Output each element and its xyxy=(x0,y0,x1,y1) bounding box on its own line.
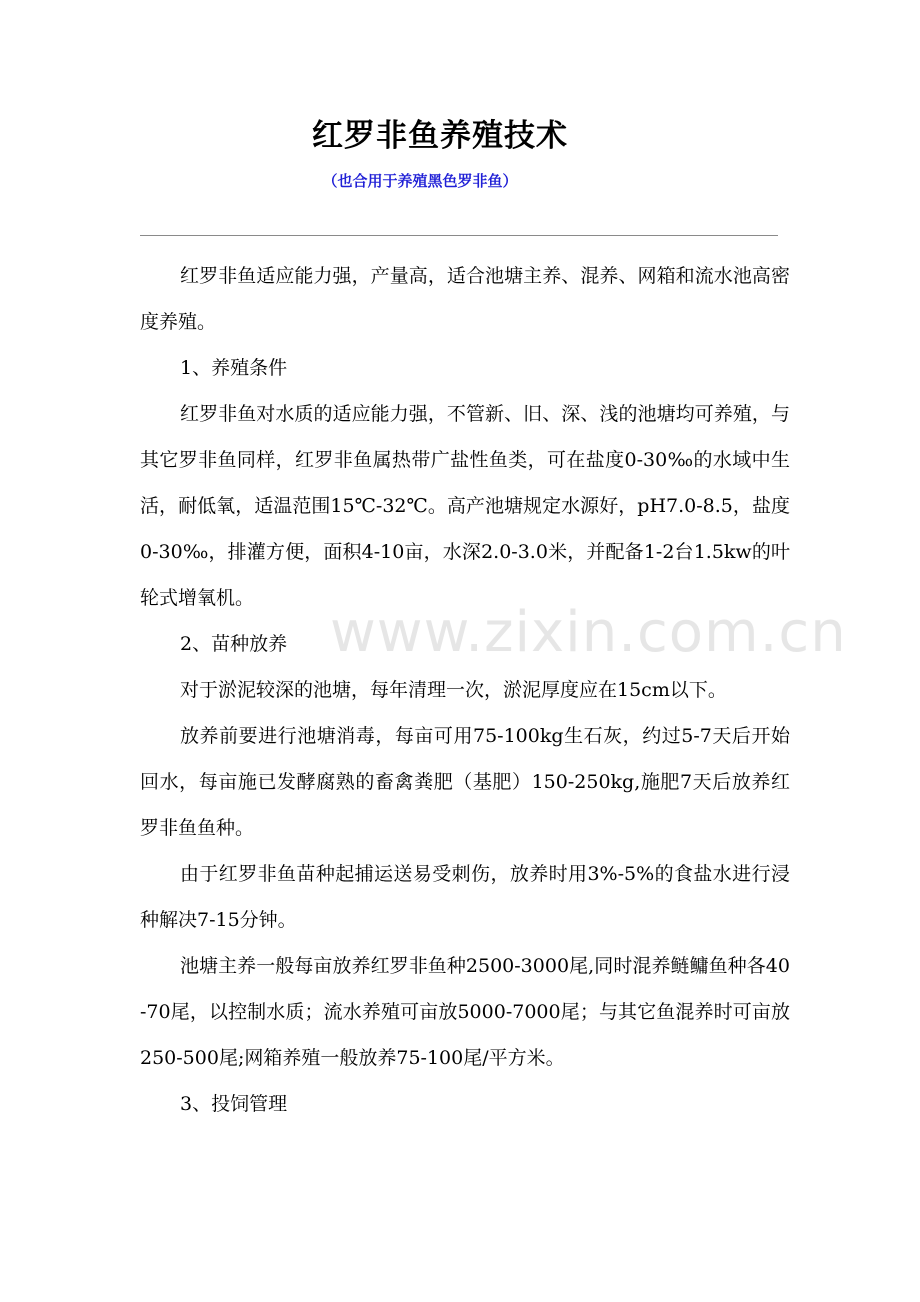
section-heading-stocking: 2、苗种放养 xyxy=(180,633,288,655)
paragraph-silt: 对于淤泥较深的池塘，每年清理一次，淤泥厚度应在15cm以下。 xyxy=(180,679,727,701)
paragraph-conditions: 红罗非鱼对水质的适应能力强，不管新、旧、深、浅的池塘均可养殖，与其它罗非鱼同样，红罗非鱼属热带广盐性鱼类，可在盐度0-30‰的水域中生活，耐低氧，适温范围15℃-32℃。高产池塘规定水源好，pH7.0-8.5，盐度0-30‰，排灌方便，面积4-10亩，水深2.0-3.0米，并配备1-2台1.5kw的叶轮式增氧机。 xyxy=(140,403,790,609)
section-heading-feeding: 3、投饲管理 xyxy=(180,1093,288,1115)
document-title: 红罗非鱼养殖技术 xyxy=(312,118,568,154)
paragraph-salt-bath: 由于红罗非鱼苗种起捕运送易受刺伤，放养时用3%-5%的食盐水进行浸种解决7-15分钟。 xyxy=(140,863,790,931)
paragraph-disinfection: 放养前要进行池塘消毒，每亩可用75-100kg生石灰，约过5-7天后开始回水，每亩施已发酵腐熟的畜禽粪肥（基肥）150-250kg,施肥7天后放养红罗非鱼鱼种。 xyxy=(140,725,790,839)
watermark: www.zixin.com.cn xyxy=(330,600,847,665)
horizontal-divider xyxy=(140,235,778,236)
paragraph-stocking-density: 池塘主养一般每亩放养红罗非鱼种2500-3000尾,同时混养鲢鳙鱼种各40-70尾，以控制水质；流水养殖可亩放5000-7000尾；与其它鱼混养时可亩放250-500尾;网箱养殖一般放养75-100尾/平方米。 xyxy=(140,955,790,1069)
document-body xyxy=(140,253,790,1127)
section-heading-conditions: 1、养殖条件 xyxy=(180,357,288,379)
document-subtitle: （也合用于养殖黑色罗非鱼） xyxy=(322,172,518,190)
paragraph-intro: 红罗非鱼适应能力强，产量高，适合池塘主养、混养、网箱和流水池高密度养殖。 xyxy=(140,265,790,333)
